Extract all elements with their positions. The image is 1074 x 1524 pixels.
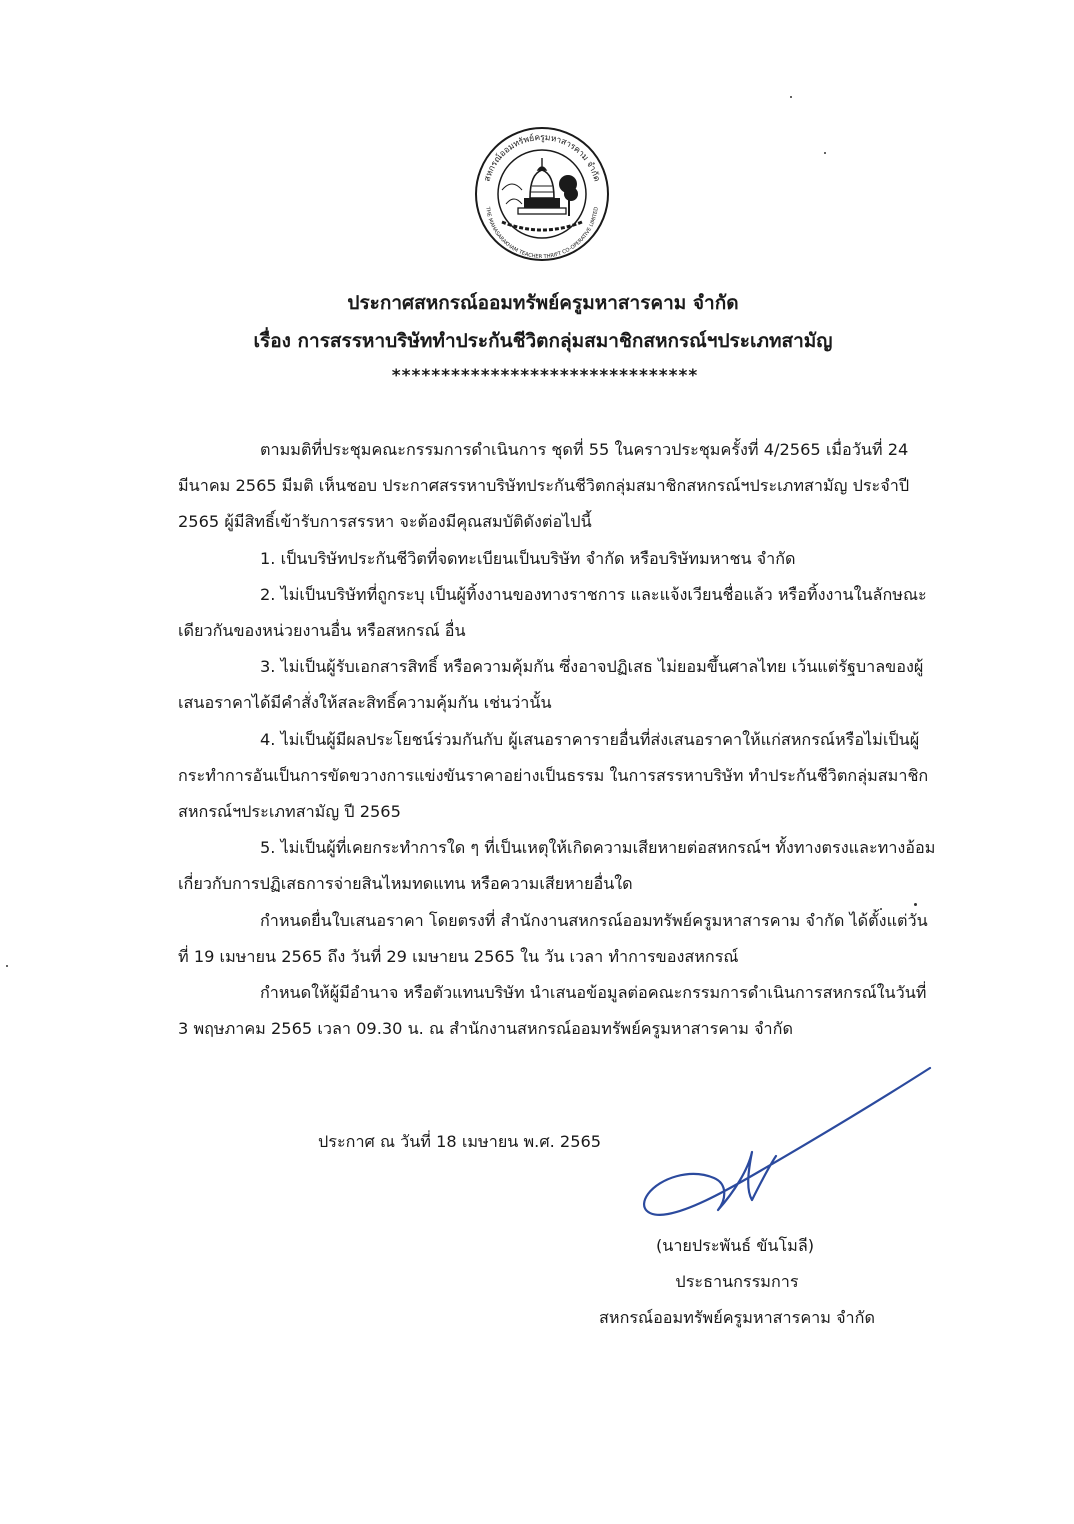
- scan-speck: [880, 908, 882, 910]
- scan-speck: [914, 903, 917, 906]
- scan-speck: [824, 152, 826, 154]
- intro-paragraph: ตามมติที่ประชุมคณะกรรมการดำเนินการ ชุดที่ 55 ในคราวประชุมครั้งที่ 4/2565 เมื่อวันที่ 24 มีนาคม 2565 มีมติ เห็นชอบ ประกาศสรรหาบริษัทประกันชีวิตกลุ่มสมาชิกสหกรณ์ฯประเภทสามัญ ประจำปี 2565 ผู้มีสิทธิ์เข้ารับการสรรหา จะต้องมีคุณสมบัติดังต่อไปนี้: [178, 440, 910, 532]
- submission-paragraph: กำหนดยื่นใบเสนอราคา โดยตรงที่ สำนักงานสหกรณ์ออมทรัพย์ครูมหาสารคาม จำกัด ได้ตั้งแต่วันที่ 19 เมษายน 2565 ถึง วันที่ 29 เมษายน 2565 ใน วัน เวลา ทำการของสหกรณ์: [178, 910, 928, 966]
- signature-mark: [630, 1060, 940, 1230]
- signatory-name: (นายประพันธ์ ขันโมลี): [655, 1236, 815, 1255]
- separator-stars: *******************************: [391, 366, 699, 386]
- qualification-item-1: 1. เป็นบริษัทประกันชีวิตที่จดทะเบียนเป็นบริษัท จำกัด หรือบริษัทมหาชน จำกัด: [260, 548, 796, 568]
- signatory-organization: สหกรณ์ออมทรัพย์ครูมหาสารคาม จำกัด: [599, 1308, 875, 1327]
- qualification-item-2: 2. ไม่เป็นบริษัทที่ถูกระบุ เป็นผู้ทิ้งงานของทางราชการ และแจ้งเวียนชื่อแล้ว หรือทิ้งงานในลักษณะเดียวกันของหน่วยงานอื่น หรือสหกรณ์ อื่น: [178, 584, 927, 641]
- announcement-header: [0, 283, 1074, 393]
- announcement-body: [178, 432, 936, 1047]
- declaration-date: ประกาศ ณ วันที่ 18 เมษายน พ.ศ. 2565: [318, 1132, 602, 1151]
- announcement-subject: เรื่อง การสรรหาบริษัททำประกันชีวิตกลุ่มสมาชิกสหกรณ์ฯประเภทสามัญ: [253, 330, 833, 352]
- svg-text:สหกรณ์ออมทรัพย์ครูมหาสารคาม จำ: [483, 133, 602, 183]
- qualification-item-3: 3. ไม่เป็นผู้รับเอกสารสิทธิ์ หรือความคุ้มกัน ซึ่งอาจปฏิเสธ ไม่ยอมขึ้นศาลไทย เว้นแต่รัฐบาลของผู้เสนอราคาได้มีคำสั่งให้สละสิทธิ์ความคุ้มกัน เช่นว่านั้น: [178, 657, 924, 713]
- presentation-paragraph: กำหนดให้ผู้มีอำนาจ หรือตัวแทนบริษัท นำเสนอข้อมูลต่อคณะกรรมการดำเนินการสหกรณ์ในวันที่ 3 พฤษภาคม 2565 เวลา 09.30 น. ณ สำนักงานสหกรณ์ออมทรัพย์ครูมหาสารคาม จำกัด: [178, 983, 927, 1039]
- qualification-item-5: 5. ไม่เป็นผู้ที่เคยกระทำการใด ๆ ที่เป็นเหตุให้เกิดความเสียหายต่อสหกรณ์ฯ ทั้งทางตรงและทางอ้อมเกี่ยวกับการปฏิเสธการจ่ายสินไหมทดแทน หรือความเสียหายอื่นใด: [178, 838, 936, 894]
- qualification-item-4: 4. ไม่เป็นผู้มีผลประโยชน์ร่วมกันกับ ผู้เสนอราคารายอื่นที่ส่งเสนอราคาให้แก่สหกรณ์หรือไม่เป็นผู้กระทำการอันเป็นการขัดขวางการแข่งขันราคาอย่างเป็นธรรม ในการสรรหาบริษัท ทำประกันชีวิตกลุ่มสมาชิกสหกรณ์ฯประเภทสามัญ ปี 2565: [178, 729, 929, 822]
- seal-ring-text-top: สหกรณ์ออมทรัพย์ครูมหาสารคาม จำกัด: [482, 132, 602, 183]
- signatory-block: [584, 1228, 890, 1336]
- cooperative-seal-icon: [472, 124, 612, 264]
- signatory-position: ประธานกรรมการ: [675, 1272, 799, 1291]
- announcement-title: ประกาศสหกรณ์ออมทรัพย์ครูมหาสารคาม จำกัด: [347, 292, 739, 314]
- seal-ring-text-bottom: THE MAHASARAKHAM TEACHER THRIFT CO-OPERATIVE LIMITED: [484, 206, 600, 261]
- scan-speck: [6, 965, 8, 967]
- scan-speck: [790, 96, 792, 98]
